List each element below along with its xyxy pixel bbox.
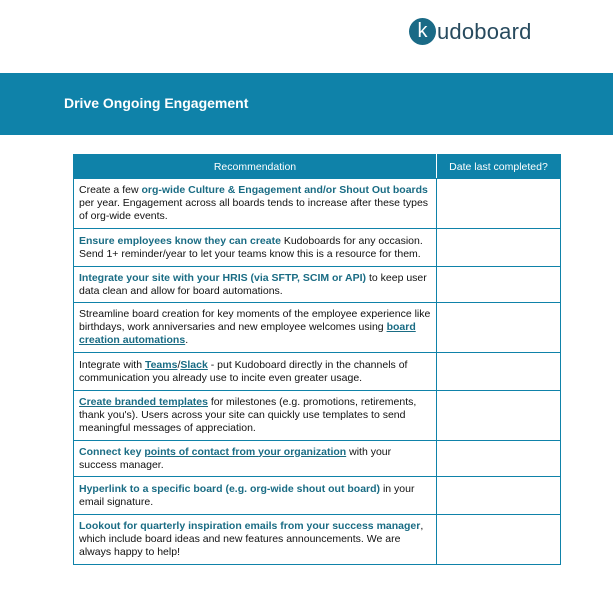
recommendation-cell [74, 353, 437, 391]
body-text: in your email signature. [79, 482, 415, 508]
recommendation-link[interactable]: points of contact from your organization [144, 445, 347, 458]
table-row [74, 391, 561, 441]
date-completed-cell[interactable] [437, 441, 561, 477]
table-row [74, 229, 561, 267]
table-row [74, 353, 561, 391]
recommendation-table [73, 154, 561, 565]
highlighted-text: Connect key [79, 445, 145, 458]
date-completed-cell[interactable] [437, 179, 561, 229]
table-row [74, 303, 561, 353]
highlighted-text: Ensure employees know they can create [79, 234, 281, 247]
recommendation-cell [74, 477, 437, 515]
table-header-row [74, 155, 561, 179]
body-text: per year. Engagement across all boards tends to increase after these types of org-wide events. [79, 197, 429, 222]
date-completed-cell[interactable] [437, 229, 561, 267]
date-completed-cell[interactable] [437, 391, 561, 441]
recommendation-cell [74, 515, 437, 565]
recommendation-cell [74, 267, 437, 303]
recommendation-link[interactable]: Slack [180, 358, 208, 371]
body-text: for milestones (e.g. promotions, retirements, thank you's). Users across your site can quickly use templates to send meaningful messages of appreciation. [79, 396, 417, 434]
highlighted-text: org-wide Culture & Engagement and/or Shout Out boards [141, 184, 428, 196]
section-title: Drive Ongoing Engagement [64, 95, 249, 111]
recommendation-link[interactable]: Teams [144, 358, 178, 371]
body-text: , which include board ideas and new features announcements. We are always happy to help! [79, 520, 424, 558]
body-text: to keep user data clean and allow for board automations. [79, 271, 427, 297]
date-completed-cell[interactable] [437, 515, 561, 565]
recommendation-link[interactable]: Create branded templates [79, 396, 208, 408]
body-text: . [185, 334, 189, 346]
date-completed-cell[interactable] [437, 267, 561, 303]
body-text: Create a few [79, 184, 142, 196]
highlighted-text: Integrate your site with your HRIS (via SFTP, SCIM or API) [79, 271, 367, 284]
highlighted-text: Lookout for quarterly inspiration emails from your success manager [79, 520, 421, 532]
header-date-last-completed: Date last completed? [437, 155, 561, 179]
section-banner [0, 73, 613, 135]
recommendation-cell [74, 303, 437, 353]
highlighted-text: Hyperlink to a specific board (e.g. org-wide shout out board) [79, 482, 381, 495]
date-completed-cell[interactable] [437, 303, 561, 353]
body-text: Integrate with [79, 358, 145, 371]
recommendation-cell [74, 229, 437, 267]
header-recommendation: Recommendation [74, 155, 437, 179]
body-text: Kudoboards for any occasion. Send 1+ reminder/year to let your teams know this is a resource for them. [79, 234, 423, 260]
table-row [74, 267, 561, 303]
body-text: / [177, 358, 181, 371]
recommendation-cell [74, 179, 437, 229]
body-text: Streamline board creation for key moments of the employee experience like birthdays, work anniversaries and new employee welcomes using [79, 308, 431, 333]
table-row [74, 515, 561, 565]
table-row [74, 441, 561, 477]
body-text: with your success manager. [79, 445, 392, 471]
recommendation-cell [74, 441, 437, 477]
date-completed-cell[interactable] [437, 353, 561, 391]
body-text: - put Kudoboard directly in the channels of communication you already use to incite even greater usage. [79, 358, 408, 384]
logo-wordmark: udoboard [437, 18, 532, 44]
recommendation-link[interactable]: board creation automations [79, 321, 416, 346]
kudoboard-logo [409, 18, 532, 45]
date-completed-cell[interactable] [437, 477, 561, 515]
recommendation-cell [74, 391, 437, 441]
table-row [74, 179, 561, 229]
table-row [74, 477, 561, 515]
logo-k-icon: k [409, 18, 436, 45]
